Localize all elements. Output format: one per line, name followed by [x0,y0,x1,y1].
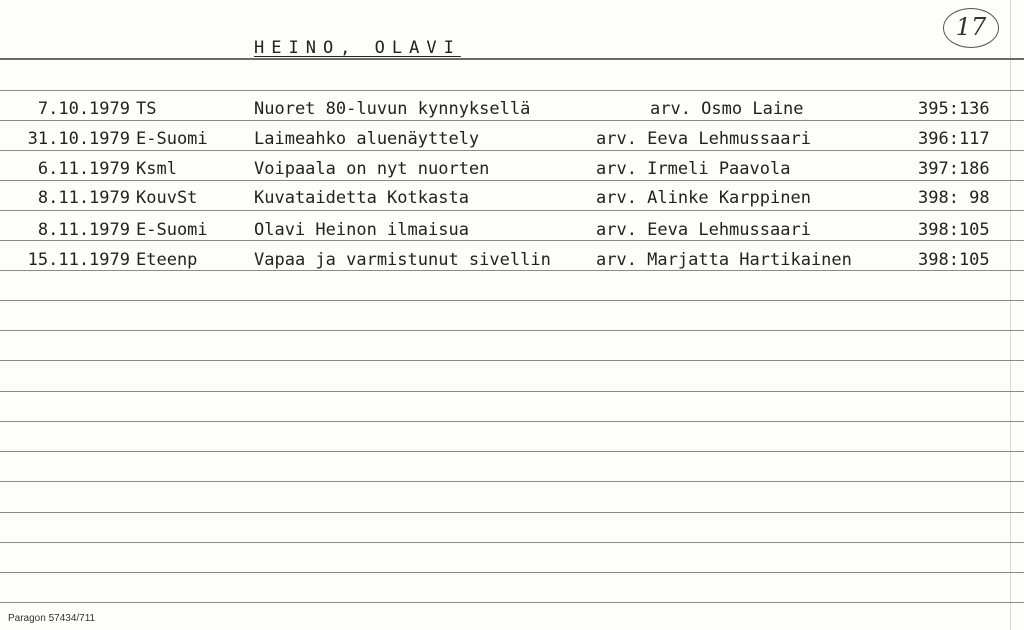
entry-row [0,220,1024,240]
entry-date: 8.11.1979 [37,220,130,240]
ruled-line [0,391,1024,392]
entry-publication: E-Suomi [136,220,208,240]
ruled-line [0,451,1024,452]
ruled-line [0,602,1024,603]
entry-title: Nuoret 80-luvun kynnyksellä [254,99,531,119]
card-name-heading: HEINO, OLAVI [254,38,461,58]
ruled-line [0,512,1024,513]
entry-reference: 398: 98 [918,188,990,208]
ruled-line [0,360,1024,361]
entry-publication: TS [136,99,157,119]
entry-publication: Eteenp [136,250,198,270]
ruled-line [0,572,1024,573]
entry-reviewer: arv. Eeva Lehmussaari [596,129,811,149]
header-rule [0,58,1024,60]
entry-reference: 397:186 [918,159,990,179]
entry-title: Olavi Heinon ilmaisua [254,220,469,240]
ruled-line [0,240,1024,241]
entry-date: 31.10.1979 [27,129,130,149]
entry-reviewer: arv. Alinke Karppinen [596,188,811,208]
entry-title: Kuvataidetta Kotkasta [254,188,469,208]
entry-reviewer: arv. Osmo Laine [650,99,804,119]
ruled-line [0,90,1024,91]
ruled-line [0,330,1024,331]
entry-row [0,250,1024,270]
entry-reference: 398:105 [918,220,990,240]
entry-row [0,159,1024,179]
entry-date: 6.11.1979 [37,159,130,179]
ruled-line [0,180,1024,181]
margin-line [1010,0,1011,630]
entry-publication: KouvSt [136,188,198,208]
ruled-line [0,421,1024,422]
ruled-line [0,270,1024,271]
entry-title: Voipaala on nyt nuorten [254,159,490,179]
entry-date: 7.10.1979 [37,99,130,119]
ruled-line [0,481,1024,482]
entry-reviewer: arv. Marjatta Hartikainen [596,250,852,270]
entry-reviewer: arv. Irmeli Paavola [596,159,791,179]
ruled-line [0,120,1024,121]
ruled-line [0,300,1024,301]
entry-row [0,99,1024,119]
entry-publication: Ksml [136,159,177,179]
ruled-line [0,210,1024,211]
entry-row [0,188,1024,208]
card-number: 17 [955,13,987,41]
entry-row [0,129,1024,149]
entry-reviewer: arv. Eeva Lehmussaari [596,220,811,240]
entry-date: 15.11.1979 [27,250,130,270]
entry-reference: 396:117 [918,129,990,149]
card-footer-print: Paragon 57434/711 [8,613,96,624]
entry-publication: E-Suomi [136,129,208,149]
ruled-line [0,150,1024,151]
entry-title: Laimeahko aluenäyttely [254,129,480,149]
card-number-circle [943,8,999,48]
entry-date: 8.11.1979 [37,188,130,208]
entry-reference: 398:105 [918,250,990,270]
entry-title: Vapaa ja varmistunut sivellin [254,250,551,270]
ruled-line [0,542,1024,543]
entry-reference: 395:136 [918,99,990,119]
